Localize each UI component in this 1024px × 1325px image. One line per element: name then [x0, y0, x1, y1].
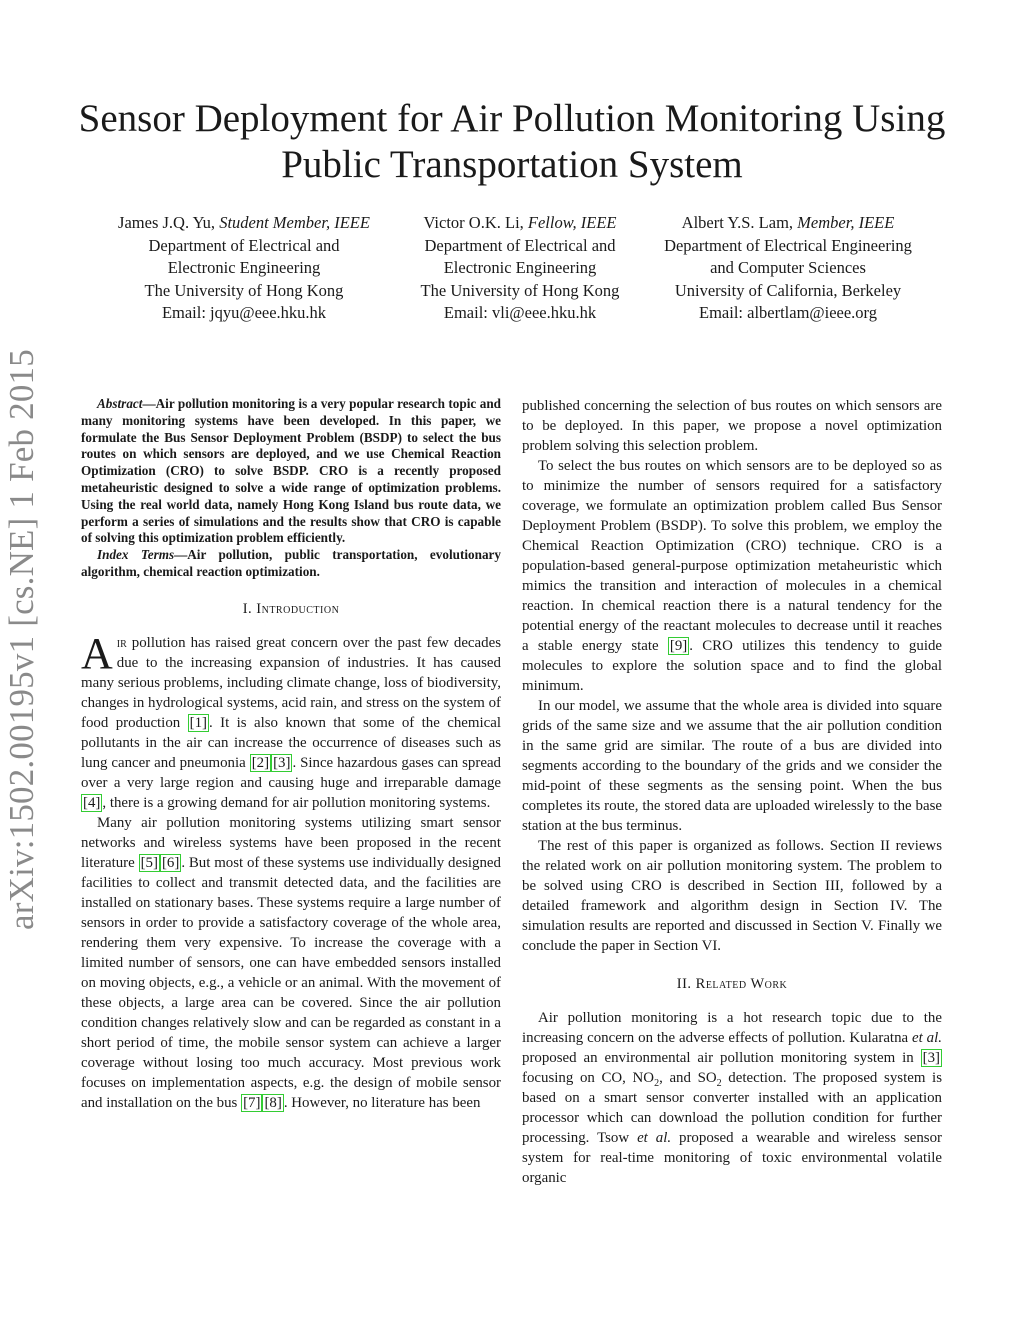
citation-link[interactable]: [4]	[83, 794, 101, 811]
paragraph-text: Air pollution monitoring is a hot research topic due to the increasing concern on the adverse effects of pollution. Kularatna	[522, 1010, 942, 1046]
intro-paragraph: In our model, we assume that the whole area is divided into square grids of the same size and we assume that the air pollution condition in the same grid are similar. The route of a bus are divided into segments according to the boundary of the grids and we consider the mid-point of these segments as the sensing point. When the bus completes its route, the stored data are uploaded wirelessly to the base station at the bus terminus.	[522, 698, 942, 834]
paragraph-text: detection. The proposed system is based on a smart sensor converter installed with an application processor which can download the pollution condition for further processing. Tsow	[522, 1070, 942, 1146]
related-paragraph	[522, 1008, 942, 1188]
citation-link[interactable]: [6]	[161, 854, 180, 871]
index-terms-label: Index Terms	[97, 547, 175, 563]
abstract-label: Abstract	[97, 396, 143, 411]
author-affiliation: Department of Electrical and	[148, 235, 340, 255]
citation-link[interactable]: [3]	[922, 1050, 940, 1066]
paragraph-text: , there is a growing demand for air pollution monitoring systems.	[102, 794, 491, 811]
paragraph-text: To select the bus routes on which sensors are to be deployed so as to minimize the number of sensors required for a satisfactory coverage, we formulate an optimization problem called Bus Sensor Deployment Problem (BSDP). To solve this problem, we employ the Chemical Reaction Optimization (CRO) technique. CRO is a population-based general-purpose optimization metaheuristic which mimics the transition and interaction of molecules in a chemical reaction. In chemical reaction there is a natural tendency for the potential energy of the reactant molecules to decrease until it reaches a stable energy state	[522, 458, 942, 654]
paragraph-text: Many air pollution monitoring systems utilizing smart sensor networks and wireless systems have been proposed in the recent literature	[81, 814, 501, 871]
paragraph-text: . Since hazardous gases can spread over a very large region and causing huge and irreparable damage	[81, 754, 502, 791]
intro-paragraph: The rest of this paper is organized as follows. Section II reviews the related work on air pollution monitoring system. The problem to be solved using CRO is described in Section III, followed by a detailed framework and algorithm design in Section IV. The simulation results are reported and discussed in Section V. Finally we conclude the paper in Section VI.	[522, 838, 942, 954]
intro-paragraph	[81, 628, 502, 813]
intro-paragraph	[522, 456, 942, 696]
intro-paragraph: published concerning the selection of bus routes on which sensors are to be deployed. In this paper, we propose a novel optimization problem solving this selection problem.	[522, 398, 942, 454]
paragraph-text: proposed an environmental air pollution monitoring system in	[522, 1050, 921, 1066]
author-affiliation: Department of Electrical and	[424, 235, 616, 255]
arxiv-stamp[interactable]: arXiv:1502.00195v1 [cs.NE] 1 Feb 2015	[2, 349, 41, 930]
index-terms	[81, 547, 501, 581]
author-affiliation: University of California, Berkeley	[674, 280, 902, 300]
author-yu	[88, 212, 400, 325]
left-column	[81, 396, 501, 1113]
paragraph-text: , and SO	[659, 1070, 717, 1086]
author-block	[0, 212, 1024, 332]
first-word: ir	[116, 634, 127, 651]
author-affiliation: The University of Hong Kong	[420, 280, 620, 300]
drop-cap: A	[81, 628, 113, 678]
section-heading-introduction: I. Introduction	[242, 600, 340, 617]
author-name: Albert Y.S. Lam,	[681, 213, 794, 232]
paragraph-text: proposed a wearable and wireless sensor system for real-time monitoring of toxic environmental volatile organic	[522, 1130, 942, 1186]
author-name: Victor O.K. Li,	[423, 213, 524, 232]
paragraph-text: pollution has raised great concern over the past few decades due to the increasing expansion of industries. It has caused many serious problems, including climate change, loss of biodiversity, changes in hydrological systems, acid rain, and stress on the system of food production	[81, 634, 501, 731]
author-affiliation: The University of Hong Kong	[144, 280, 344, 300]
paper-title: Sensor Deployment for Air Pollution Monitoring Using Public Transportation System	[78, 97, 946, 186]
author-email[interactable]: Email: vli@eee.hku.hk	[443, 303, 597, 322]
et-al: et al.	[637, 1130, 672, 1146]
author-role: Fellow, IEEE	[527, 213, 617, 232]
paragraph-text: . CRO utilizes this tendency to guide molecules to explore the solution space and to find the global minimum.	[522, 638, 943, 694]
abstract	[81, 396, 501, 547]
paragraph-text: . But most of these systems use individually designed facilities to collect and transmit detected data, and the facilities are installed on stationary bases. These systems require a large number of sensors in order to provide a satisfactory coverage of the whole area, rendering them very expensive. To increase the coverage with a limited number of sensors, one can have embedded sensors installed on moving objects, e.g., a vehicle or an animal. With the movement of these objects, a large area can be covered. Since the air pollution condition changes relatively slow and can be regarded as constant in a short period of time, the mobile sensor system can achieve a larger coverage without losing too much accuracy. Most previous work focuses on implementation aspects, e.g. the design of mobile sensor and installation on the bus	[81, 854, 501, 1111]
right-column	[522, 396, 942, 1188]
author-affiliation: Department of Electrical Engineering	[664, 235, 912, 255]
abstract-text: —Air pollution monitoring is a very popular research topic and many monitoring systems have been developed. In this paper, we formulate the Bus Sensor Deployment Problem (BSDP) to select the bus routes on which sensors are deployed, and we use Chemical Reaction Optimization (CRO) to solve BSDP. CRO is a recently proposed metaheuristic designed to solve a wide range of optimization problems. Using the real world data, namely Hong Kong Island bus route data, we perform a series of simulations and the results show that CRO is capable of solving this optimization problem efficiently.	[81, 396, 501, 546]
subscript: 2	[716, 1077, 722, 1089]
author-lam	[640, 212, 936, 325]
citation-link[interactable]: [3]	[273, 754, 291, 771]
paragraph-text: focusing on CO, NO	[522, 1070, 655, 1086]
author-email[interactable]: Email: jqyu@eee.hku.hk	[161, 303, 327, 322]
citation-link[interactable]: [7]	[243, 1094, 261, 1111]
author-affiliation: Electronic Engineering	[167, 258, 321, 277]
author-affiliation: and Computer Sciences	[710, 258, 866, 277]
author-name: James J.Q. Yu,	[118, 213, 216, 232]
citation-link[interactable]: [9]	[669, 638, 688, 654]
section-heading-related-work: II. Related Work	[676, 976, 788, 992]
citation-link[interactable]: [5]	[140, 854, 158, 871]
paragraph-text: . However, no literature has been	[283, 1094, 481, 1111]
author-email[interactable]: Email: albertlam@ieee.org	[699, 303, 877, 322]
citation-link[interactable]: [8]	[264, 1094, 282, 1111]
author-affiliation: Electronic Engineering	[443, 258, 597, 277]
author-li	[396, 212, 644, 325]
paragraph-text: . It is also known that some of the chemical pollutants in the air can increase the occurrence of diseases such as lung cancer and pneumonia	[81, 714, 501, 771]
author-role: Member, IEEE	[797, 213, 895, 232]
subscript: 2	[654, 1077, 660, 1089]
et-al: et al.	[912, 1030, 942, 1046]
index-terms-text: —Air pollution, public transportation, evolutionary algorithm, chemical reaction optimization.	[81, 547, 501, 579]
author-role: Student Member, IEEE	[219, 213, 370, 232]
citation-link[interactable]: [1]	[189, 714, 207, 731]
intro-paragraph	[81, 813, 501, 1113]
citation-link[interactable]: [2]	[251, 754, 270, 771]
